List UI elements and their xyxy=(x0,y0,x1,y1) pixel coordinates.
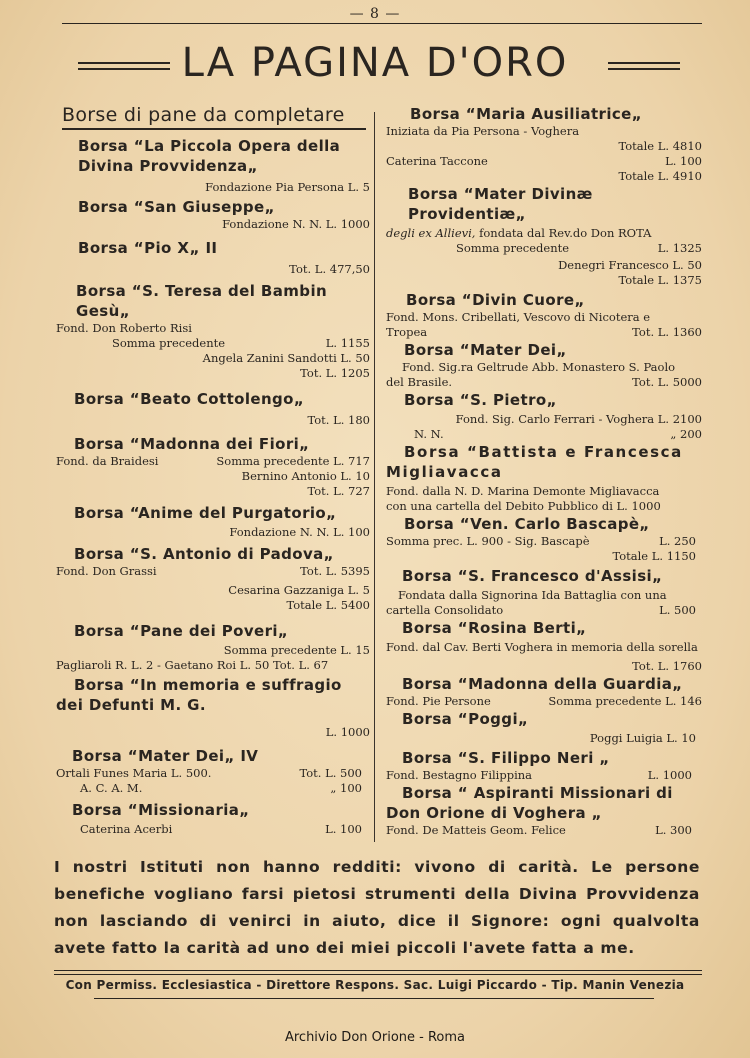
entry-line: Tot. L. 180 xyxy=(307,413,370,427)
entry-amount: Tot. L. 5000 xyxy=(632,375,702,389)
entry-title: Borsa “San Giuseppe„ xyxy=(78,198,275,216)
imprint-line: Con Permiss. Ecclesiastica - Direttore Respons. Sac. Luigi Piccardo - Tip. Manin Venezia xyxy=(65,978,685,992)
list-item xyxy=(386,442,702,514)
footer-rule xyxy=(54,970,702,971)
entry-title: Borsa “Rosina Berti„ xyxy=(402,619,587,637)
left-column xyxy=(56,104,370,837)
list-item xyxy=(386,340,702,390)
top-rule xyxy=(62,23,702,24)
list-item xyxy=(56,281,370,381)
entry-title: Borsa “Mater Dei„ IV xyxy=(72,747,259,765)
entry-title: Borsa “Madonna della Guardia„ xyxy=(402,675,683,693)
entry-amount: L. 1155 xyxy=(325,336,370,350)
entry-line: Totale L. 4810 xyxy=(618,139,702,153)
entry-line xyxy=(386,154,702,169)
entry-line xyxy=(56,766,370,781)
entry-line: Poggi Luigia L. 10 xyxy=(589,731,696,745)
list-item xyxy=(56,136,370,195)
entry-amount: Tot. L. 5395 xyxy=(300,564,370,578)
section-heading: Borse di pane da completare xyxy=(62,104,366,130)
entry-amount: „ 100 xyxy=(330,781,362,795)
entry-label: Somma precedente xyxy=(456,241,570,255)
entry-line xyxy=(386,768,702,783)
entry-line: Fond. Sig. Carlo Ferrari - Voghera L. 2100 xyxy=(455,412,702,426)
entry-line xyxy=(386,534,702,549)
list-item xyxy=(56,621,370,673)
entry-title: Borsa “Pane dei Poveri„ xyxy=(74,622,289,640)
entry-line xyxy=(386,325,702,340)
list-item xyxy=(56,800,370,837)
entry-line: Tot. L. 1205 xyxy=(300,366,370,380)
archive-watermark: Archivio Don Orione - Roma xyxy=(284,1030,466,1045)
entry-label: degli ex Allievi, xyxy=(386,226,476,240)
entry-label: A. C. A. M. xyxy=(80,781,143,795)
entry-line xyxy=(56,564,370,579)
entry-line: Totale L. 5400 xyxy=(286,598,370,612)
entry-line: Totale L. 1375 xyxy=(618,273,702,287)
entry-line xyxy=(386,694,702,709)
entry-label: Tropea xyxy=(386,325,428,339)
entry-line: Totale L. 4910 xyxy=(618,169,702,183)
entry-title: Borsa “S. Filippo Neri „ xyxy=(402,749,610,767)
entry-title: Borsa “Mater Divinæ Providentiæ„ xyxy=(408,185,593,223)
footer-rule xyxy=(94,998,654,999)
entry-line xyxy=(386,823,702,838)
list-item xyxy=(386,748,702,783)
entry-line xyxy=(56,781,370,796)
list-item xyxy=(56,746,370,796)
entry-line: Iniziata da Pia Persona - Voghera xyxy=(386,124,580,138)
entry-amount: Tot. L. 1360 xyxy=(632,325,702,339)
entry-line: Fondazione Pia Persona L. 5 xyxy=(205,180,370,194)
entry-title: Borsa “S. Francesco d'Assisi„ xyxy=(402,567,663,585)
list-item xyxy=(386,783,702,838)
entry-label: Fond. Bestagno Filippina xyxy=(386,768,533,782)
entry-label: Caterina Taccone xyxy=(386,154,488,168)
entry-title: Borsa “Beato Cottolengo„ xyxy=(74,390,305,408)
entry-label: Fond. De Matteis Geom. Felice xyxy=(386,823,566,837)
entry-amount: „ 200 xyxy=(670,427,702,441)
entry-amount: L. 500 xyxy=(659,603,696,617)
entry-title: Borsa “Mater Dei„ xyxy=(404,341,567,359)
entry-label: Fond. da Braidesi xyxy=(56,454,159,468)
entry-title: Borsa “In memoria e suffragio dei Defunti M. G. xyxy=(56,676,342,714)
entry-label: Somma prec. L. 900 - Sig. Bascapè xyxy=(386,534,590,548)
list-item xyxy=(386,674,702,709)
entry-line: Cesarina Gazzaniga L. 5 xyxy=(228,583,370,597)
entry-line: Tot. L. 477,50 xyxy=(289,262,370,276)
entry-line: con una cartella del Debito Pubblico di L. 1000 xyxy=(386,499,661,513)
entry-line: Fond. Mons. Cribellati, Vescovo di Nicotera e xyxy=(386,310,651,324)
entry-line xyxy=(386,427,702,442)
entry-line: Fond. Don Roberto Risi xyxy=(56,321,192,335)
entry-line xyxy=(386,603,702,618)
entry-title: Borsa “S. Antonio di Padova„ xyxy=(74,545,334,563)
entry-title: Borsa “S. Pietro„ xyxy=(404,391,557,409)
entry-title: Borsa “Madonna dei Fiori„ xyxy=(74,435,310,453)
list-item xyxy=(56,389,370,428)
entry-amount: Somma precedente L. 146 xyxy=(548,694,702,708)
entry-title: Borsa “La Piccola Opera della Divina Provvidenza„ xyxy=(78,137,341,175)
entry-line: Bernino Antonio L. 10 xyxy=(241,469,370,483)
entry-label: fondata dal Rev.do Don ROTA xyxy=(479,226,652,240)
list-item xyxy=(386,618,702,674)
list-item xyxy=(56,434,370,499)
page-number: — 8 — xyxy=(349,6,401,22)
list-item xyxy=(386,709,702,746)
title-rule-right xyxy=(608,62,680,70)
entry-label: Ortali Funes Maria L. 500. xyxy=(56,766,212,780)
list-item xyxy=(56,197,370,232)
entry-title: Borsa “S. Teresa del Bambin Gesù„ xyxy=(76,282,328,320)
footer-rule xyxy=(54,974,702,975)
entry-amount: L. 300 xyxy=(655,823,692,837)
list-item xyxy=(56,544,370,613)
entry-line: Angela Zanini Sandotti L. 50 xyxy=(202,351,370,365)
list-item xyxy=(56,238,370,277)
entry-line xyxy=(56,822,370,837)
entry-title: Borsa “Anime del Purgatorio„ xyxy=(74,504,337,522)
entry-label: cartella Consolidato xyxy=(386,603,504,617)
entry-amount: L. 100 xyxy=(665,154,702,168)
entry-label: Somma precedente xyxy=(112,336,226,350)
list-item xyxy=(386,566,702,618)
entry-line xyxy=(386,226,702,241)
entry-line: Fond. dalla N. D. Marina Demonte Migliavacca xyxy=(386,484,660,498)
entry-label: del Brasile. xyxy=(386,375,453,389)
list-item xyxy=(386,104,702,184)
page-title: LA PAGINA D'ORO xyxy=(181,40,569,86)
list-item xyxy=(386,184,702,288)
column-divider xyxy=(374,112,375,842)
entry-amount: L. 1325 xyxy=(657,241,702,255)
entry-label: Caterina Acerbi xyxy=(80,822,173,836)
entry-amount: Tot. L. 500 xyxy=(299,766,362,780)
entry-title: Borsa “Maria Ausiliatrice„ xyxy=(410,105,642,123)
list-item xyxy=(386,514,702,564)
entry-line xyxy=(386,375,702,390)
entry-title: Borsa “Divin Cuore„ xyxy=(406,291,585,309)
entry-line: Fond. Sig.ra Geltrude Abb. Monastero S. Paolo xyxy=(402,360,676,374)
entry-line: Tot. L. 727 xyxy=(307,484,370,498)
entry-title: Borsa “Battista e Francesca Migliavacca xyxy=(386,443,683,481)
entry-line: Fond. dal Cav. Berti Voghera in memoria della sorella xyxy=(386,640,698,654)
title-row xyxy=(0,40,750,90)
entry-title: Borsa “Pio X„ II xyxy=(78,239,218,257)
entry-line: Denegri Francesco L. 50 xyxy=(558,258,702,272)
entry-line: Pagliaroli R. L. 2 - Gaetano Roi L. 50 Tot. L. 67 xyxy=(56,658,329,672)
entry-title: Borsa “Ven. Carlo Bascapè„ xyxy=(404,515,650,533)
entry-line: Somma precedente L. 15 xyxy=(223,643,370,657)
entry-label: Fond. Pie Persone xyxy=(386,694,491,708)
list-item xyxy=(386,390,702,442)
entry-line: Fondata dalla Signorina Ida Battaglia con una xyxy=(398,588,667,602)
appeal-paragraph: I nostri Istituti non hanno redditi: vivono di carità. Le persone benefiche vogliano farsi pietosi strumenti della Divina Provvidenza non lasciando di venirci in aiuto, dice il Signore: ogni qualvolta avete fatto la carità ad uno dei miei piccoli l'avete fatta a me. xyxy=(54,858,700,957)
entry-line: Tot. L. 1760 xyxy=(632,659,702,673)
entry-line xyxy=(386,241,702,256)
entry-label: N. N. xyxy=(414,427,444,441)
entry-line xyxy=(56,336,370,351)
entry-line: L. 1000 xyxy=(325,725,370,739)
entry-amount: L. 100 xyxy=(325,822,362,836)
entry-label: Fond. Don Grassi xyxy=(56,564,157,578)
entry-amount: L. 250 xyxy=(659,534,696,548)
entry-amount: Somma precedente L. 717 xyxy=(216,454,370,468)
entry-amount: L. 1000 xyxy=(647,768,692,782)
entry-line: Totale L. 1150 xyxy=(612,549,696,563)
right-column xyxy=(386,104,702,838)
list-item xyxy=(56,675,370,740)
entry-line: Fondazione N. N. L. 1000 xyxy=(222,217,370,231)
entry-title: Borsa “Poggi„ xyxy=(402,710,529,728)
entry-title: Borsa “ Aspiranti Missionari di Don Orione di Voghera „ xyxy=(386,784,673,822)
list-item xyxy=(56,503,370,540)
entry-line xyxy=(56,454,370,469)
entry-title: Borsa “Missionaria„ xyxy=(72,801,250,819)
entry-line: Fondazione N. N. L. 100 xyxy=(229,525,370,539)
list-item xyxy=(386,290,702,340)
